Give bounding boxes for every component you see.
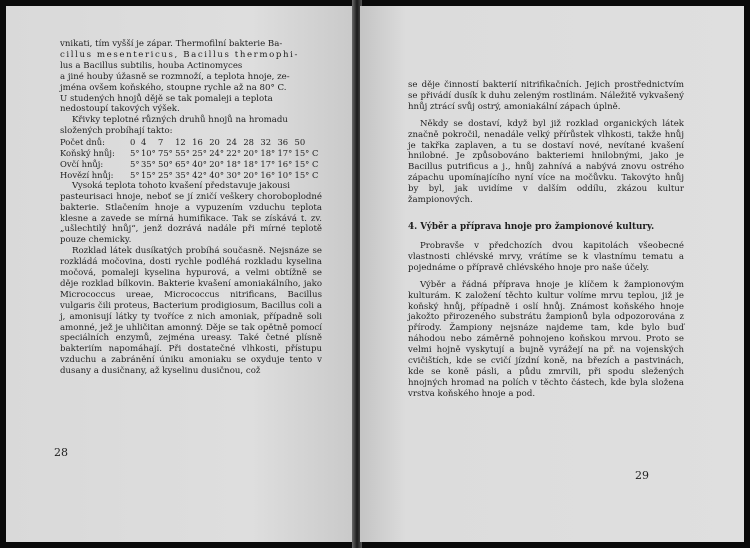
table-cell: 16 (192, 137, 203, 148)
table-cell: 20 (209, 137, 220, 148)
table-header-row (60, 137, 322, 148)
table-cell: 40° (209, 169, 225, 180)
table-cell: 5° (130, 169, 140, 180)
paragraph: Vysoká teplota tohoto kvašení představuje jakousi (72, 180, 290, 191)
line: a jiné houby úžasně se rozmnoží, a teplota hnoje, ze- (60, 71, 290, 82)
table-cell: 35° (175, 169, 190, 180)
table-cell: 65° (175, 158, 190, 169)
line: vnikati, tím vyšší je zápar. Thermofilní bakterie Ba- (60, 39, 283, 49)
table-row (60, 170, 322, 181)
table-cell: 16° (260, 169, 276, 180)
line: Křivky teplotné různých druhů hnojů na hromadu (72, 115, 288, 126)
table-row-label: Hovězí hnůj: (60, 169, 114, 180)
table-cell: 30° (226, 169, 242, 180)
line: nedostoupí takových výšek. (60, 104, 180, 115)
table-header-label: Počet dnů: (60, 137, 105, 148)
table-cell: 0 (130, 137, 136, 148)
table-cell: 24 (226, 137, 237, 148)
table-cell: 42° (192, 169, 207, 180)
table-cell: 32 (260, 137, 272, 148)
table-row (60, 159, 322, 170)
page-number: 29 (635, 469, 649, 482)
table-cell: 18° (243, 158, 259, 169)
line: jména ovšem koňského, stoupne rychle až na 80° C. (60, 82, 287, 93)
table-cell: 5° (130, 158, 140, 169)
paragraph: Někdy se dostaví, když byl již rozklad organických látek značně pokročil, nenadále velký přírůstek vlhkosti, takže hnůj je takřka zaplaven, a tu se dostaví nové, nevítané kvašení hnilobné. Je způsobováno bakteriemi hnilobnými, jako je Bacillus putrificus a j., hnůj zahnívá a nabývá znovu ostrého zápachu upomínajícího nyní více na močůvku. Takovýto hnůj by byl, jak uvidíme v dalším oddílu, zkázou kultur žampionových. (408, 118, 684, 206)
table-cell: 35° (140, 158, 156, 169)
table-cell: 20° (243, 169, 259, 180)
table-cell: 16° (277, 158, 293, 169)
table-cell: 40° (192, 158, 207, 169)
table-row-label: Koňský hnůj: (60, 148, 115, 159)
table-cell: 22° (226, 148, 242, 159)
right-page (360, 6, 744, 542)
paragraph: Probravše v předchozích dvou kapitolách všeobecné vlastnosti chlévské mrvy, vrátíme se k vlastnímu tematu a pojednáme o přípravě chlévského hnoje pro naše účely. (408, 240, 684, 273)
table-cell: 10° (140, 148, 156, 159)
table-cell: 15° C (294, 148, 319, 159)
section-heading: 4. Výběr a příprava hnoje pro žampionové kultury. (408, 221, 655, 232)
table-cell: 24° (209, 148, 225, 159)
table-cell: 50° (158, 158, 173, 169)
page-number: 28 (54, 446, 68, 459)
left-page (6, 6, 356, 542)
table-cell: 5° (130, 148, 140, 159)
table-cell: 10° (277, 169, 293, 180)
table-cell: 25° (192, 148, 207, 159)
paragraph: se děje činností bakterií nitrifikačních. Jejich prostřednictvím se přivádí dusík k duhu zeleným rostlinám. Náležitě vykvašený hnůj ztrácí svůj ostrý, amoniakální zápach úplně. (408, 80, 684, 112)
table-cell: 15° (140, 169, 156, 180)
table-cell: 18° (226, 158, 242, 169)
table-row-label: Ovčí hnůj: (60, 158, 104, 169)
table-cell: 20° (209, 158, 225, 169)
table-cell: 17° (277, 148, 293, 159)
line: U studených hnojů dějě se tak pomaleji a teplota (60, 93, 273, 104)
table-cell: 7 (158, 137, 164, 148)
table-cell: 36 (277, 137, 289, 148)
table-cell: 4 (140, 137, 147, 148)
table-cell: 20° (243, 148, 259, 159)
paragraph: pasteurisaci hnoje, neboť se jí zničí veškery choroboplodné bakterie. Stlačením hnoje a vypuzením vzduchu teplota klesne a zavede se mírná humifikace. Tak se získává t. zv. „ušlechtilý hnůj“, jenž dozrává nadále při mírné teplotě pouze chemicky. (60, 191, 322, 246)
line: složených probíhají takto: (60, 126, 173, 137)
line: cillus mesentericus, Bacillus thermophi- (60, 49, 299, 60)
line: lus a Bacillus subtilis, houba Actinomyces (60, 60, 243, 71)
paragraph: Rozklad látek dusíkatých probíhá současně. Nejsnáze se rozkládá močovina, dosti rychle podléhá rozkladu kyselina močová, pomaleji kyselina hypurová, a velmi obtížně se děje rozklad bílkovin. Bakterie kvašení amoniakálního, jako Micrococcus ureae, Micrococcus nitrificans, Bacillus vulgaris čili proteus, Bacterium prodigiosum, Bacillus coli a j, amonisují látky ty tvoříce z nich amoniak, případně soli amonné, jež je uhličitan amonný. Děje se tak opětně pomocí speciálních enzymů, zejména ureasy. Také četné plísně bakteriím napomáhají. Při dostatečné vlhkosti, přístupu vzduchu a zabránění úniku amoniaku se oxyduje tento v dusany a dusičnany, až kyselinu dusičnou, což (60, 246, 322, 377)
table-cell: 28 (243, 137, 254, 148)
table-cell: 25° (158, 169, 173, 180)
table-cell: 17° (260, 158, 276, 169)
table-cell: 50 (294, 137, 306, 148)
temperature-table (60, 137, 322, 181)
table-cell: 15° C (294, 158, 319, 169)
table-cell: 15° C (294, 169, 319, 180)
table-row (60, 148, 322, 159)
left-text-block (60, 39, 322, 377)
paragraph: Výběr a řádná příprava hnoje je klíčem k žampionovým kulturám. K založení těchto kultur volíme mrvu teplou, již je koňský hnůj, případně i oslí hnůj. Známost koňského hnoje jakožto přirozeného substrátu žampionů byla odpozorována z přírody. Žampiony nejsnáze najdeme tam, kde bylo buď náhodou nebo záměrně pohnojeno koňskou mrvou. Proto se velmi hojně vyskytují a bujně vyrážejí na př. na vojenských cvičištích, kde se cvičí jízdní koně, na březích a pastvinách, kde se koně pásli, a půdu zmrvili, při spodu sležených hnojných hromad na polích v těchto částech, kde byla složena vrstva koňského hnoje a pod. (408, 279, 684, 399)
table-cell: 75° (158, 148, 173, 159)
right-text-block (408, 80, 684, 400)
table-cell: 12 (175, 137, 186, 148)
table-cell: 55° (175, 148, 190, 159)
table-cell: 18° (260, 148, 276, 159)
